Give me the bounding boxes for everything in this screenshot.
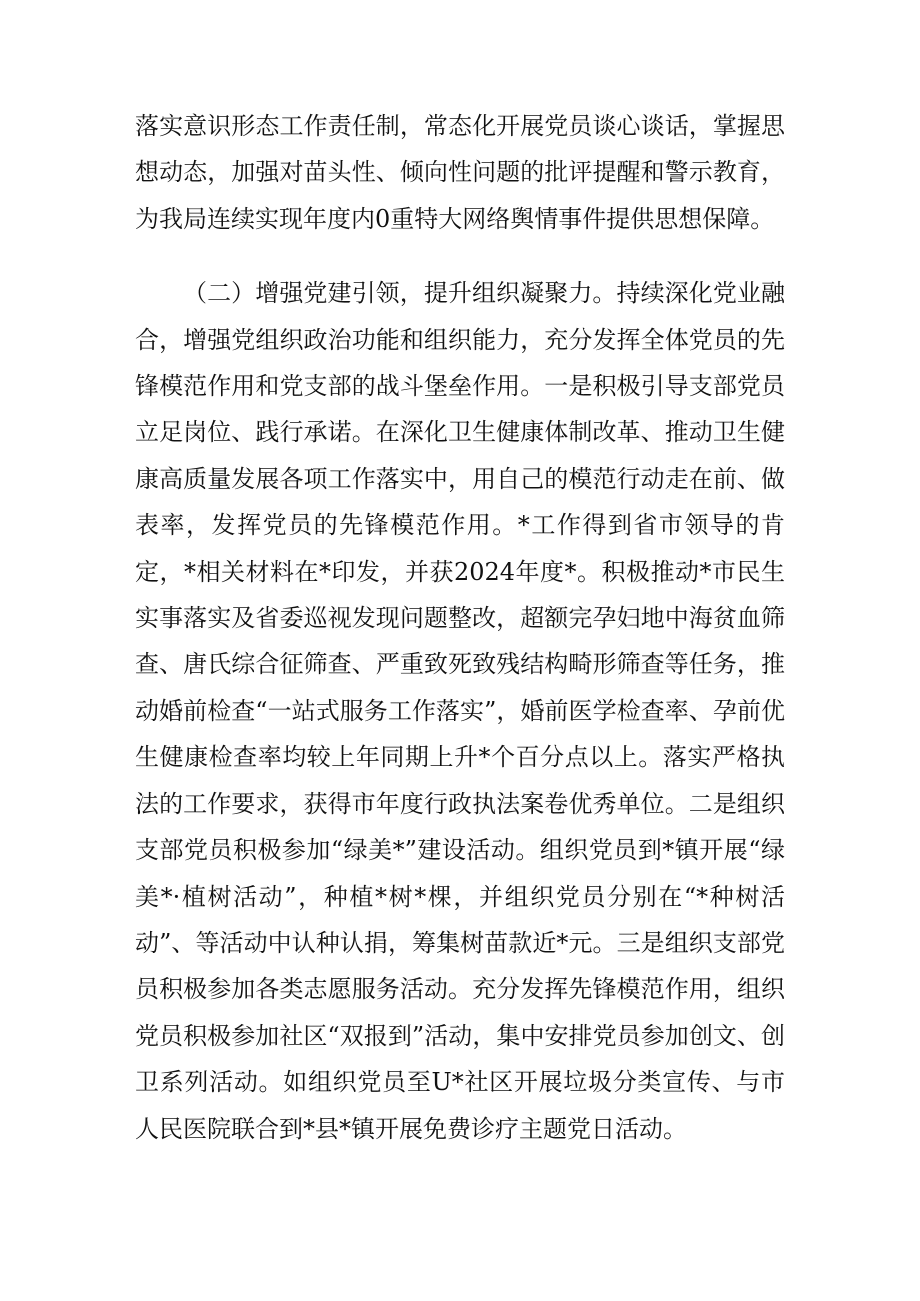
paragraph-section-two: （二）增强党建引领，提升组织凝聚力。持续深化党业融合，增强党组织政治功能和组织能力，充分发挥全体党员的先锋模范作用和党支部的战斗堡垒作用。一是积极引导支部党员立足岗位、践行承诺。在深化卫生健康体制改革、推动卫生健康高质量发展各项工作落实中，用自己的模范行动走在前、做表率，发挥党员的先锋模范作用。*工作得到省市领导的肯定，*相关材料在*印发，并获2024年度*。积极推动*市民生实事落实及省委巡视发现问题整改，超额完孕妇地中海贫血筛查、唐氏综合征筛查、严重致死致残结构畸形筛查等任务，推动婚前检查“一站式服务工作落实”，婚前医学检查率、孕前优生健康检查率均较上年同期上升*个百分点以上。落实严格执法的工作要求，获得市年度行政执法案卷优秀单位。二是组织支部党员积极参加“绿美*”建设活动。组织党员到*镇开展“绿美*·植树活动”，种植*树*棵，并组织党员分别在“*种树活动”、等活动中认种认捐，筹集树苗款近*元。三是组织支部党员积极参加各类志愿服务活动。充分发挥先锋模范作用，组织党员积极参加社区“双报到”活动，集中安排党员参加创文、创卫系列活动。如组织党员至U*社区开展垃圾分类宣传、与市人民医院联合到*县*镇开展免费诊疗主题党日活动。 [135,279,785,1143]
paragraph-continuation: 落实意识形态工作责任制，常态化开展党员谈心谈话，掌握思想动态，加强对苗头性、倾向性问题的批评提醒和警示教育，为我局连续实现年度内0重特大网络舆情事件提供思想保障。 [135,112,785,233]
document-body [135,103,785,1152]
